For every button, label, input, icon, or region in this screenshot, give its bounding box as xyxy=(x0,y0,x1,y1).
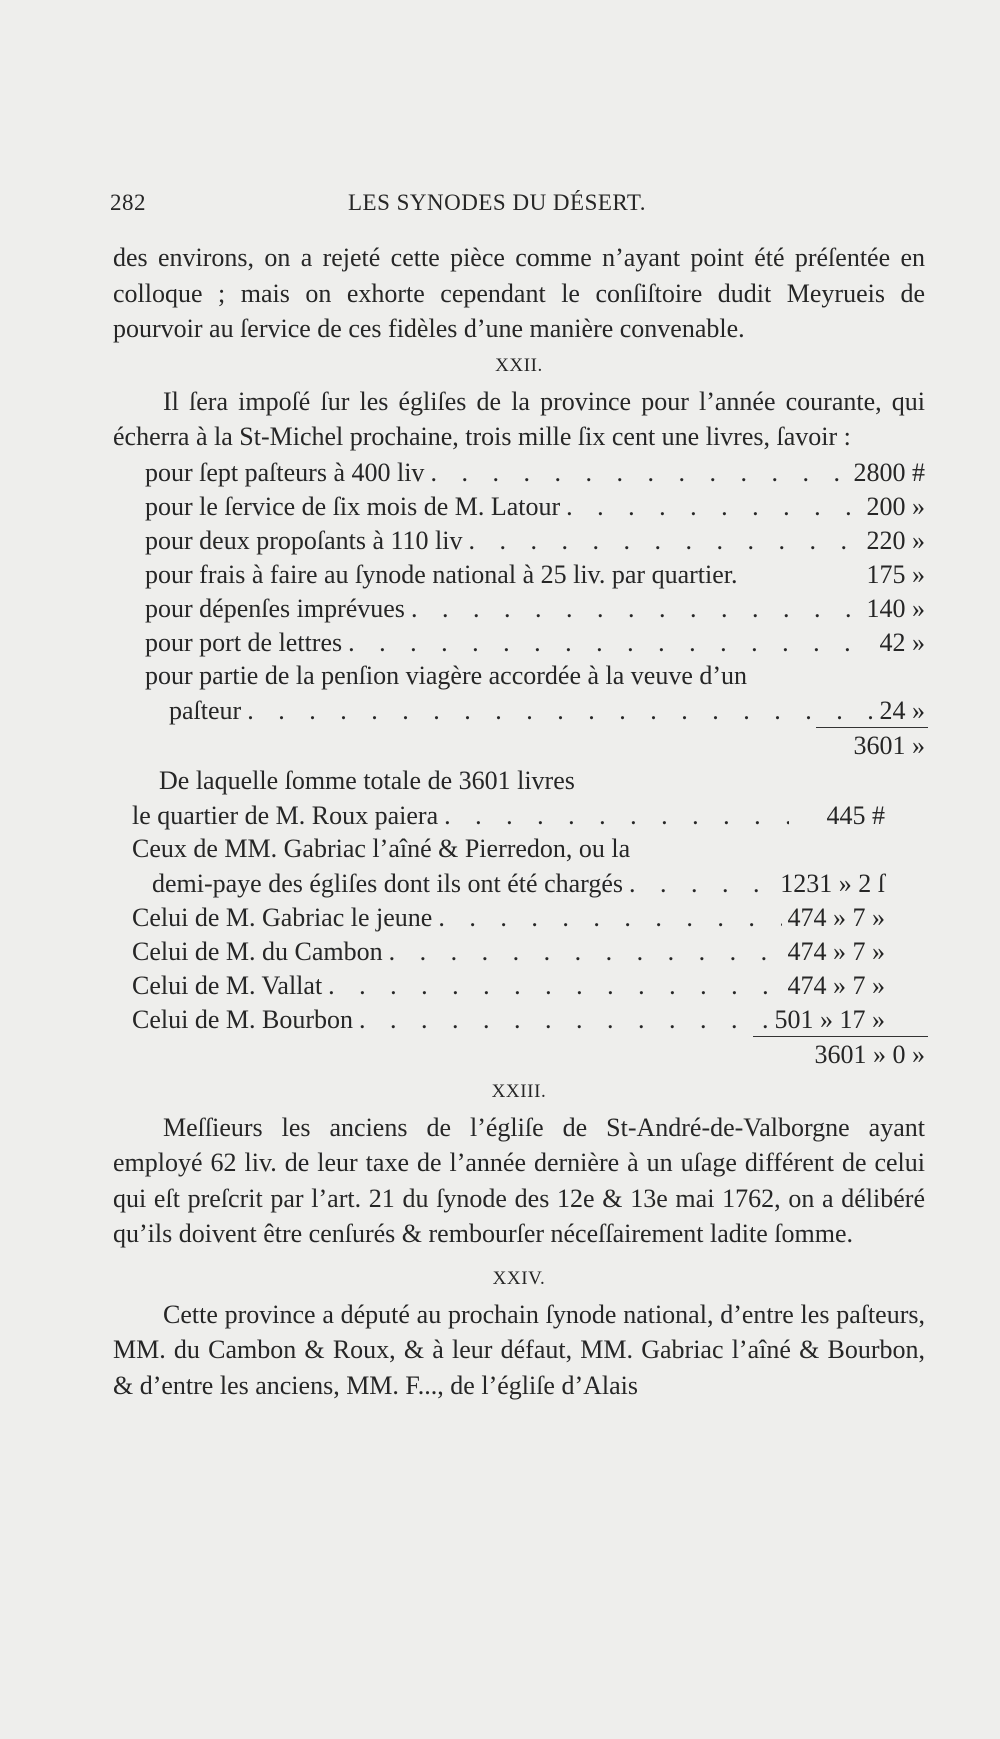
expense-amount: 24 » xyxy=(879,695,925,725)
leader-dots xyxy=(348,625,873,661)
expense-label: pour partie de la penſion viagère accordée à la veuve d’un xyxy=(145,660,748,690)
leader-dots xyxy=(438,900,781,936)
section-xxii-text: Il ſera impoſé ſur les égliſes de la province pour l’année courante, qui écherra à la St-Michel prochaine, trois mille ſix cent une livres, ſavoir : xyxy=(113,386,925,451)
page-body xyxy=(113,240,925,1403)
section-heading-xxiv: XXIV. xyxy=(492,1267,546,1289)
expense-total: 3601 » xyxy=(853,730,925,760)
leader-dots xyxy=(566,489,860,525)
leader-dots xyxy=(389,934,782,970)
leader-dots xyxy=(411,591,861,627)
allocation-row xyxy=(132,900,885,934)
leader-dots xyxy=(359,1002,769,1038)
expense-amount: 200 » xyxy=(866,491,925,521)
expense-label: pour dépenſes imprévues xyxy=(145,593,405,623)
allocation-row xyxy=(132,1002,885,1036)
section-xxiii-text: Meſſieurs les anciens de l’égliſe de St-André-de-Valborgne ayant employé 62 liv. de leur taxe de l’année dernière à un uſage différent de celui qui eſt preſcrit par l’art. 21 du ſynode des 12e & 13e mai 1762, on a délibéré qu’ils doivent être cenſurés & rembourſer néceſſairement ladite ſomme. xyxy=(113,1112,925,1248)
expense-amount: 2800 # xyxy=(853,457,925,487)
expense-row xyxy=(145,693,925,727)
allocation-amount: 474 » 7 » xyxy=(787,970,885,1000)
expense-label: pour le ſervice de ſix mois de M. Latour xyxy=(145,491,561,521)
allocation-label: Ceux de MM. Gabriac l’aîné & Pierredon, ou la xyxy=(132,833,631,863)
allocation-label: Celui de M. Vallat xyxy=(132,970,323,1000)
allocation-list xyxy=(113,798,925,1036)
leader-dots xyxy=(444,798,789,834)
leader-dots xyxy=(430,455,847,491)
expense-row xyxy=(145,557,925,591)
section-heading-xxiii: XXIII. xyxy=(491,1080,547,1102)
expense-label: pour port de lettres xyxy=(145,627,343,657)
allocation-label: Celui de M. du Cambon xyxy=(132,936,383,966)
leader-dots xyxy=(247,693,873,729)
allocation-amount: 1231 » 2 ſ xyxy=(780,868,885,898)
expense-row xyxy=(145,455,925,489)
page-header xyxy=(110,190,925,220)
allocation-row xyxy=(132,934,885,968)
allocation-amount: 474 » 7 » xyxy=(787,902,885,932)
split-intro: De laquelle ſomme totale de 3601 livres xyxy=(159,765,575,795)
expense-row xyxy=(145,523,925,557)
allocation-label: le quartier de M. Roux paiera xyxy=(132,800,439,830)
expense-label: pour frais à faire au ſynode national à 25 liv. par quartier. xyxy=(145,559,738,589)
expense-label: pour ſept paſteurs à 400 liv xyxy=(145,457,425,487)
expense-label-continued: paſteur xyxy=(169,695,242,725)
expense-amount: 175 » xyxy=(866,559,925,589)
intro-paragraph: des environs, on a rejeté cette pièce comme n’ayant point été préſentée en colloque ; mais on exhorte cependant le conſiſtoire dudit Meyrueis de pourvoir au ſervice de ces fidèles d’une manière convenable. xyxy=(113,243,925,343)
section-xxiv-text: Cette province a député au prochain ſynode national, d’entre les paſteurs, MM. du Cambon & Roux, & à leur défaut, MM. Gabriac l’aîné & Bourbon, & d’entre les anciens, MM. F..., de l’égliſe d’Alais xyxy=(113,1299,925,1400)
page-number: 282 xyxy=(110,190,146,215)
allocation-label: Celui de M. Gabriac le jeune xyxy=(132,902,433,932)
expense-amount: 42 » xyxy=(879,627,925,657)
allocation-amount: 445 # xyxy=(826,800,885,830)
expense-row xyxy=(145,489,925,523)
expense-amount: 140 » xyxy=(866,593,925,623)
allocation-row xyxy=(132,798,885,832)
leader-dots xyxy=(629,866,774,902)
allocation-row xyxy=(132,968,885,1002)
allocation-label: Celui de M. Bourbon xyxy=(132,1004,353,1034)
expense-row xyxy=(145,591,925,625)
leader-dots xyxy=(468,523,860,559)
allocation-label-continued: demi-paye des égliſes dont ils ont été chargés xyxy=(152,868,623,898)
expense-row xyxy=(145,625,925,659)
expense-amount: 220 » xyxy=(866,525,925,555)
allocation-amount: 474 » 7 » xyxy=(787,936,885,966)
allocation-amount: 501 » 17 » xyxy=(774,1004,885,1034)
running-title: LES SYNODES DU DÉSERT. xyxy=(348,190,646,215)
allocation-total: 3601 » 0 » xyxy=(814,1039,925,1069)
section-heading-xxii: XXII. xyxy=(495,354,543,376)
expense-list xyxy=(113,455,925,727)
leader-dots xyxy=(328,968,781,1004)
expense-label: pour deux propoſants à 110 liv xyxy=(145,525,463,555)
allocation-row xyxy=(132,866,885,900)
